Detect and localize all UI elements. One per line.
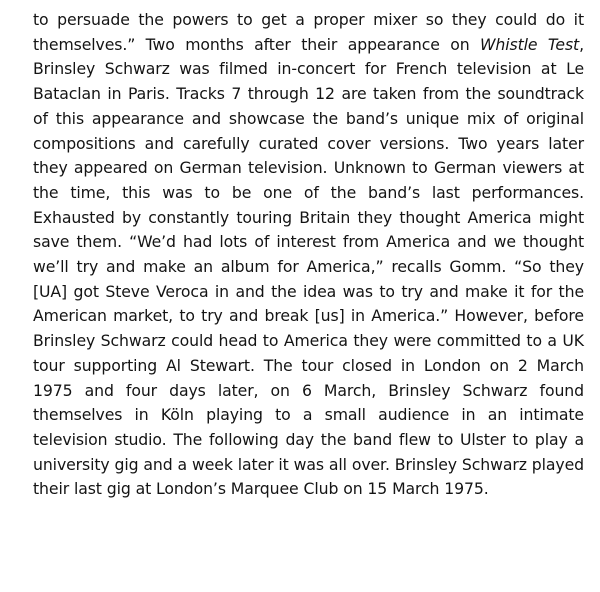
document-page — [33, 8, 584, 502]
italic-title-whistle-test: Whistle Test — [480, 34, 580, 54]
text-run-2: , Brinsley Schwarz was filmed in-concert for French television at Le Bataclan in Paris. Tracks 7 through 12 are taken from the soundtrack of this appearance and showcase the band’s unique mix of original compositions and carefully curated cover versions. Two years later they appeared on German television. Unknown to German viewers at the time, this was to be one of the band’s last performances. Exhausted by constantly touring Britain they thought America might save them. “We’d had lots of interest from America and we thought we’ll try and make an album for America,” recalls Gomm. “So they [UA] got Steve Veroca in and the idea was to try and make it for the American market, to try and break [us] in America.” However, before Brinsley Schwarz could head to America they were committed to a UK tour supporting Al Stewart. The tour closed in London on 2 March 1975 and four days later, on 6 March, Brinsley Schwarz found themselves in Köln playing to a small audience in an intimate television studio. The following day the band flew to Ulster to play a university gig and a week later it was all over. Brinsley Schwarz played their last gig at London’s Marquee Club on 15 March 1975. — [33, 34, 584, 499]
text-run-1: to persuade the powers to get a proper mixer so they could do it themselves.” Two months after their appearance on — [33, 10, 584, 54]
body-paragraph — [33, 8, 584, 502]
